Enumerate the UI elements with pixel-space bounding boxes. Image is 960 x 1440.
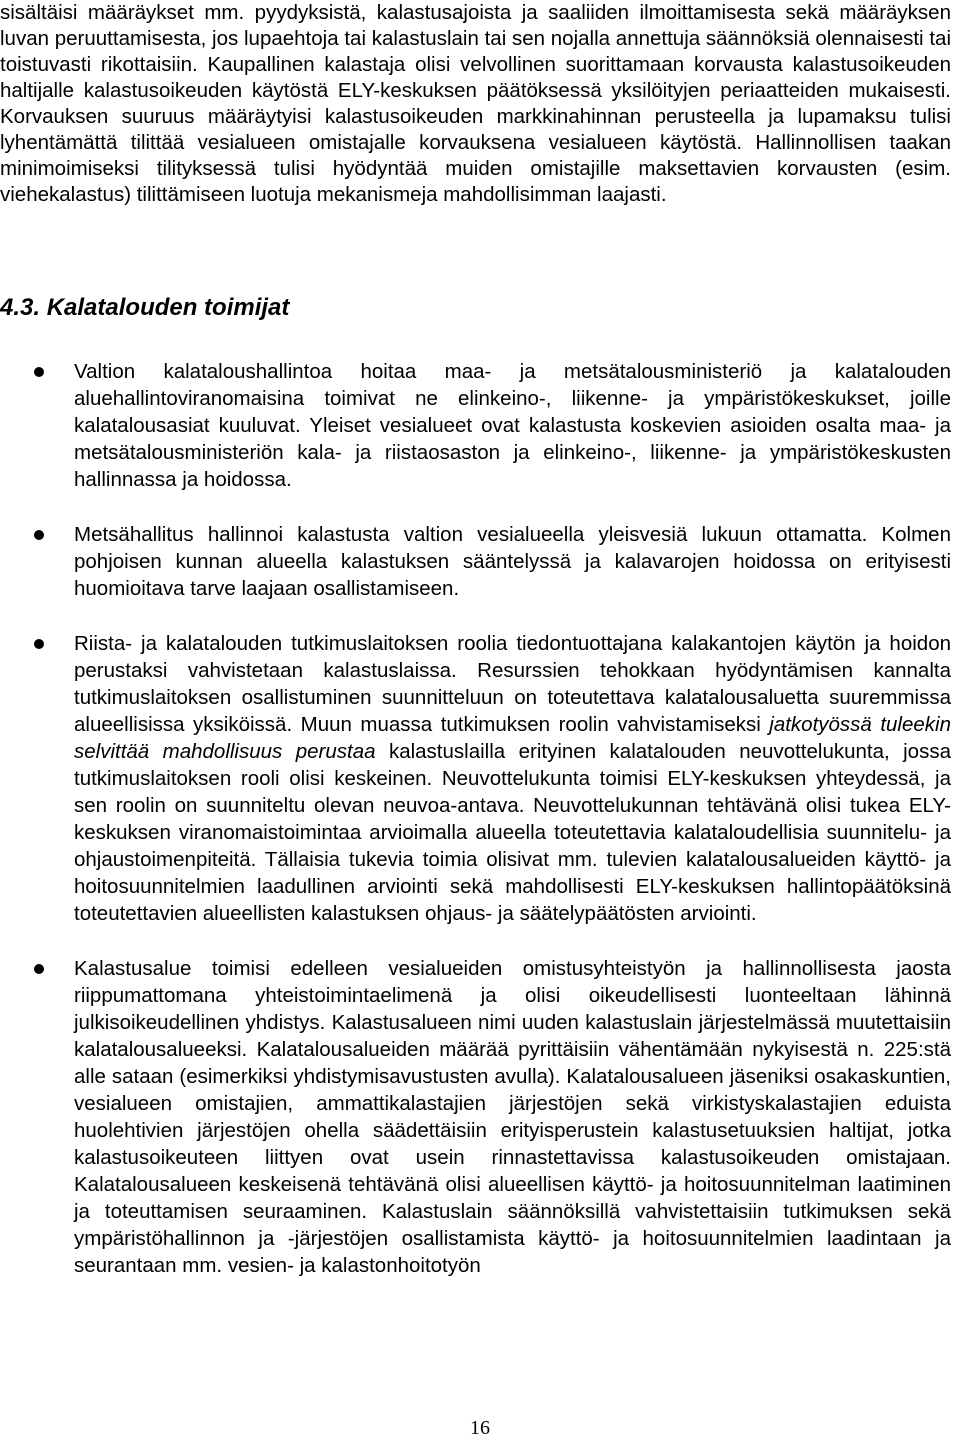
list-item-text xyxy=(74,630,951,927)
list-item xyxy=(0,358,951,493)
section-heading: 4.3. Kalatalouden toimijat xyxy=(0,294,290,321)
page-number: 16 xyxy=(470,1417,490,1439)
italic-emphasis: jatkotyössä tuleekin selvittää mahdollisuus perustaa xyxy=(74,713,951,763)
list-item xyxy=(0,521,951,602)
list-item-text-part: kalastuslailla erityinen kalatalouden neuvottelukunta, jossa tutkimuslaitoksen rooli olisi keskeinen. Neuvottelukunta toimisi ELY-keskuksen yhteydessä, ja sen roolin on suunniteltu olevan neuvoa-antava. Neuvottelukunnan tehtävänä olisi tukea ELY-keskuksen viranomaistoimintaa arvioimalla alueella toteutettavia kalataloudellisia suunnitelu- ja ohjaustoimenpiteitä. Tällaisia tukevia toimia olisivat mm. tulevien kalatalousalueiden käyttö- ja hoitosuunnitelmien laadullinen arviointi sekä mahdollisesti ELY-keskuksen hallintopäätöksinä toteutettavien alueellisten kalastuksen ohjaus- ja säätelypäätösten arviointi. xyxy=(74,740,951,925)
list-item xyxy=(0,630,951,927)
list-item-text: Metsähallitus hallinnoi kalastusta valtion vesialueella yleisvesiä lukuun ottamatta. Kolmen pohjoisen kunnan alueella kalastuksen sääntelyssä ja kalavarojen hoidossa on erityisesti huomioitava tarve laajaan osallistamiseen. xyxy=(74,523,951,600)
list-item xyxy=(0,955,951,1279)
bullet-list xyxy=(0,358,951,1307)
list-item-text-part: Riista- ja kalatalouden tutkimuslaitoksen roolia tiedontuottajana kalakantojen käytön ja hoidon perustaksi vahvistetaan kalastuslaissa. Resurssien tehokkaan hyödyntämisen kannalta tutkimuslaitoksen osallistuminen suunnitteluun on toteutettava kalatalousaluetta suuremmissa alueellisissa yksiköissä. Muun muassa tutkimuksen roolin vahvistamiseksi xyxy=(74,632,951,736)
bullet-icon xyxy=(34,367,44,377)
bullet-icon xyxy=(34,530,44,540)
list-item-text: Valtion kalataloushallintoa hoitaa maa- ja metsätalousministeriö ja kalatalouden aluehallintoviranomaisina toimivat ne elinkeino-, liikenne- ja ympäristökeskukset, joille kalatalousasiat kuuluvat. Yleiset vesialueet ovat kalastusta koskevien asioiden osalta maa- ja metsätalousministeriön kala- ja riistaosaston ja elinkeino-, liikenne- ja ympäristökeskusten hallinnassa ja hoidossa. xyxy=(74,360,951,491)
list-item-text: Kalastusalue toimisi edelleen vesialueiden omistusyhteistyön ja hallinnollisesta jaosta riippumattomana yhteistoimintaelimenä ja olisi oikeudellisesti luonteeltaan lähinnä julkisoikeudellinen yhdistys. Kalastusalueen nimi uuden kalastuslain järjestelmässä muutettaisiin kalatalousalueeksi. Kalatalousalueiden määrää pyrittäisiin vähentämään nykyisestä n. 225:stä alle sataan (esimerkiksi yhdistymisavustusten avulla). Kalatalousalueen jäseniksi osakaskuntien, vesialueen omistajien, ammattikalastajien järjestöjen sekä virkistyskalastajien eduista huolehtivien järjestöjen ohella säädettäisiin erityisperustein kalastusetuuksien haltijat, jotka kalastusoikeuteen liittyen ovat usein rinnastettavissa kalastusoikeuden omistajaan. Kalatalousalueen keskeisenä tehtävänä olisi alueellisen käyttö- ja hoitosuunnitelman laatiminen ja toteuttamisen seuraaminen. Kalastuslain säännöksillä vahvistettaisiin tutkimuksen sekä ympäristöhallinnon ja -järjestöjen osallistamista käyttö- ja hoitosuunnitelmien laadintaan ja seurantaan mm. vesien- ja kalastonhoitotyön xyxy=(74,957,951,1277)
bullet-icon xyxy=(34,639,44,649)
bullet-icon xyxy=(34,964,44,974)
intro-paragraph: sisältäisi määräykset mm. pyydyksistä, kalastusajoista ja saaliiden ilmoittamisesta sekä määräyksen luvan peruuttamisesta, jos lupaehtoja tai kalastuslain tai sen nojalla annettuja säännöksiä olennaisesti tai toistuvasti rikottaisiin. Kaupallinen kalastaja olisi velvollinen suorittamaan korvausta kalastusoikeuden haltijalle kalastusoikeuden käytöstä ELY-keskuksen päätöksessä yksilöityjen periaatteiden mukaisesti. Korvauksen suuruus määräytyisi kalastusoikeuden markkinahinnan perusteella ja lupamaksu tulisi lyhentämättä tilittää vesialueen omistajalle korvauksena vesialueen käytöstä. Hallinnollisen taakan minimoimiseksi tilityksessä tulisi hyödyntää muiden omistajille maksettavien korvausten (esim. viehekalastus) tilittämiseen luotuja mekanismeja mahdollisimman laajasti. xyxy=(0,1,951,206)
